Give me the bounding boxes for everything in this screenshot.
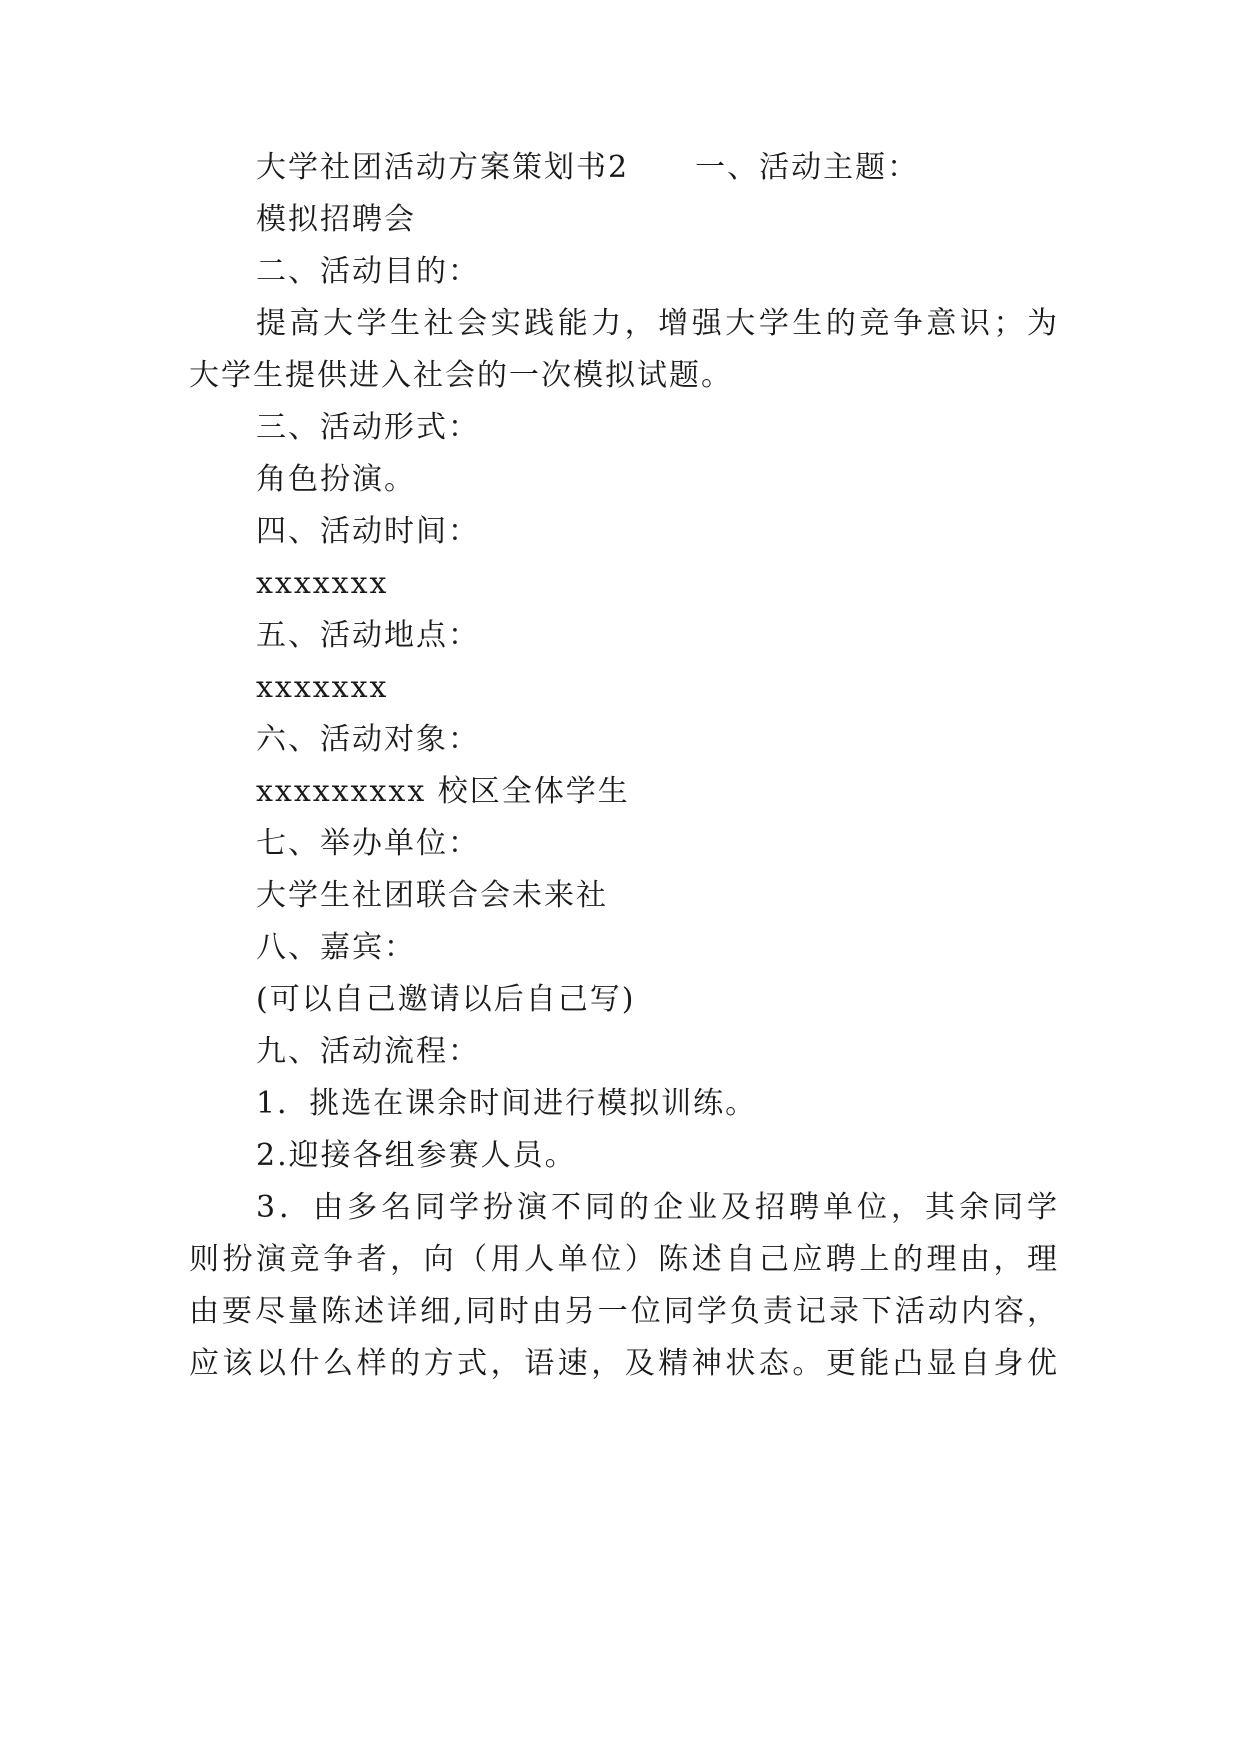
heading-audience: 六、活动对象：: [256, 722, 480, 757]
heading-form: 三、活动形式：: [256, 410, 480, 445]
document-title-line: [256, 146, 919, 190]
process-step-3-line1: 3．由多名同学扮演不同的企业及招聘单位，其余同学: [256, 1190, 1059, 1225]
time-text: xxxxxxx: [256, 566, 389, 601]
heading-theme: 一、活动主题：: [695, 150, 920, 185]
process-step-3-line2: 则扮演竞争者，向（用人单位）陈述自己应聘上的理由，理: [189, 1242, 1059, 1277]
heading-purpose: 二、活动目的：: [256, 254, 480, 289]
process-step-1: 1．挑选在课余时间进行模拟训练。: [256, 1086, 758, 1121]
document-title: 大学社团活动方案策划书2: [256, 150, 630, 185]
form-text: 角色扮演。: [256, 462, 416, 497]
purpose-text-line1: 提高大学生社会实践能力，增强大学生的竞争意识；为: [256, 306, 1059, 341]
heading-process: 九、活动流程：: [256, 1034, 480, 1069]
guests-text: (可以自己邀请以后自己写): [256, 982, 636, 1017]
theme-text: 模拟招聘会: [256, 202, 416, 237]
heading-organizer: 七、举办单位：: [256, 826, 480, 861]
process-step-3-line4: 应该以什么样的方式，语速，及精神状态。更能凸显自身优: [189, 1346, 1059, 1381]
organizer-text: 大学生社团联合会未来社: [256, 878, 608, 913]
process-step-3-line3: 由要尽量陈述详细,同时由另一位同学负责记录下活动内容，: [189, 1294, 1059, 1329]
purpose-text-line2: 大学生提供进入社会的一次模拟试题。: [189, 358, 733, 393]
process-step-2: 2.迎接各组参赛人员。: [256, 1138, 577, 1173]
place-text: xxxxxxx: [256, 670, 389, 705]
heading-place: 五、活动地点：: [256, 618, 480, 653]
audience-text: xxxxxxxxx 校区全体学生: [256, 774, 630, 809]
heading-guests: 八、嘉宾：: [256, 930, 416, 965]
heading-time: 四、活动时间：: [256, 514, 480, 549]
